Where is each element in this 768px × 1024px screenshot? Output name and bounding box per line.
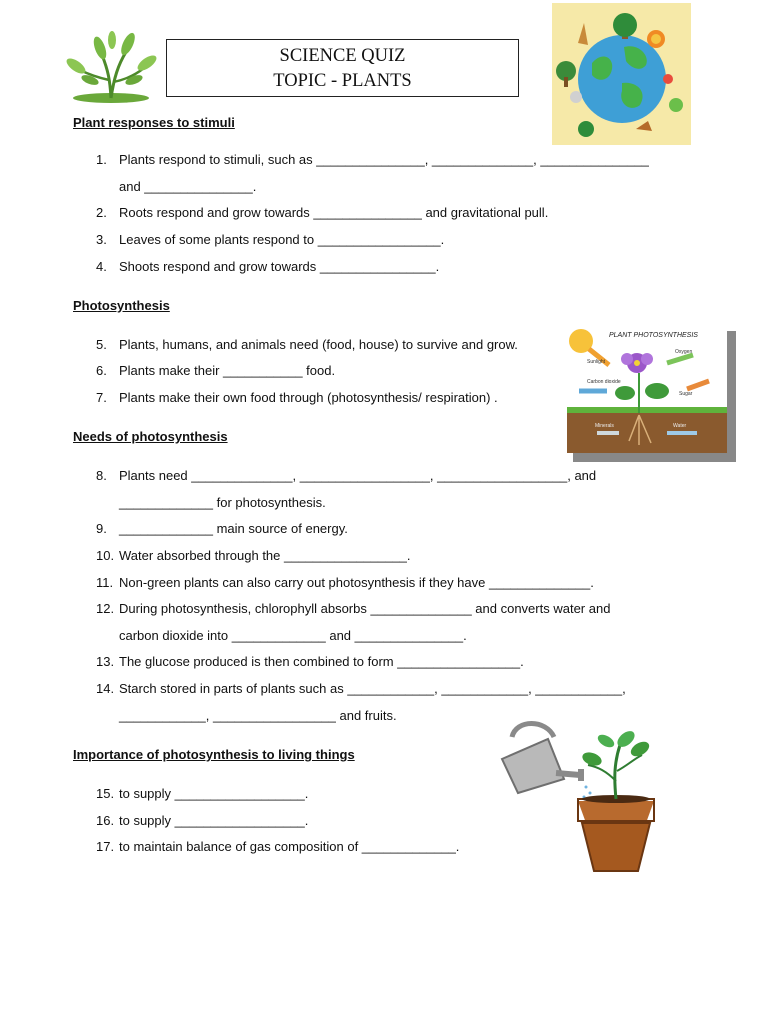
question-7: 7. Plants make their own food through (photosynthesis/ respiration) .	[96, 390, 498, 405]
quiz-topic: TOPIC - PLANTS	[273, 71, 412, 91]
question-5: 5. Plants, humans, and animals need (food, house) to survive and grow.	[96, 337, 518, 352]
photosynthesis-diagram	[567, 323, 736, 462]
question-3: 3. Leaves of some plants respond to _________________.	[96, 232, 445, 247]
question-17: 17. to maintain balance of gas composition of _____________.	[96, 839, 460, 854]
label-oxygen: Oxygen	[675, 349, 693, 355]
question-16: 16. to supply __________________.	[96, 813, 309, 828]
question-1: 1. Plants respond to stimuli, such as _______________, ______________, _______________	[96, 152, 649, 167]
question-9: 9. _____________ main source of energy.	[96, 521, 348, 536]
quiz-title-box	[166, 39, 519, 97]
section-heading-stimuli: Plant responses to stimuli	[73, 115, 235, 130]
sprout-icon	[62, 30, 160, 104]
label-minerals: Minerals	[595, 423, 614, 429]
question-1-continued: and _______________.	[119, 179, 257, 194]
label-sunlight: Sunlight	[587, 359, 606, 365]
label-water: Water	[673, 423, 687, 429]
question-8-continued: _____________ for photosynthesis.	[119, 495, 326, 510]
watering-can-plant-icon	[498, 715, 658, 875]
question-15: 15. to supply __________________.	[96, 786, 309, 801]
label-sugar: Sugar	[679, 391, 693, 397]
question-13: 13. The glucose produced is then combined to form _________________.	[96, 654, 524, 669]
quiz-title: SCIENCE QUIZ	[279, 46, 406, 66]
question-4: 4. Shoots respond and grow towards ________________.	[96, 259, 440, 274]
diagram-title: PLANT PHOTOSYNTHESIS	[609, 332, 698, 339]
question-14-continued: ____________, _________________ and fruits.	[119, 708, 397, 723]
question-6: 6. Plants make their ___________ food.	[96, 363, 336, 378]
earth-animals-icon	[552, 3, 691, 145]
question-11: 11. Non-green plants can also carry out photosynthesis if they have ______________.	[96, 575, 594, 590]
section-heading-needs: Needs of photosynthesis	[73, 429, 228, 444]
question-14: 14. Starch stored in parts of plants such as ____________, ____________, ____________,	[96, 681, 626, 696]
label-carbon-dioxide: Carbon dioxide	[587, 379, 621, 385]
question-10: 10. Water absorbed through the _________________.	[96, 548, 411, 563]
question-2: 2. Roots respond and grow towards _______________ and gravitational pull.	[96, 205, 549, 220]
question-12-continued: carbon dioxide into _____________ and _______________.	[119, 628, 467, 643]
question-12: 12. During photosynthesis, chlorophyll absorbs ______________ and converts water and	[96, 601, 611, 616]
question-8: 8. Plants need ______________, __________________, __________________, and	[96, 468, 597, 483]
section-heading-photosynthesis: Photosynthesis	[73, 298, 170, 313]
section-heading-importance: Importance of photosynthesis to living things	[73, 747, 355, 762]
